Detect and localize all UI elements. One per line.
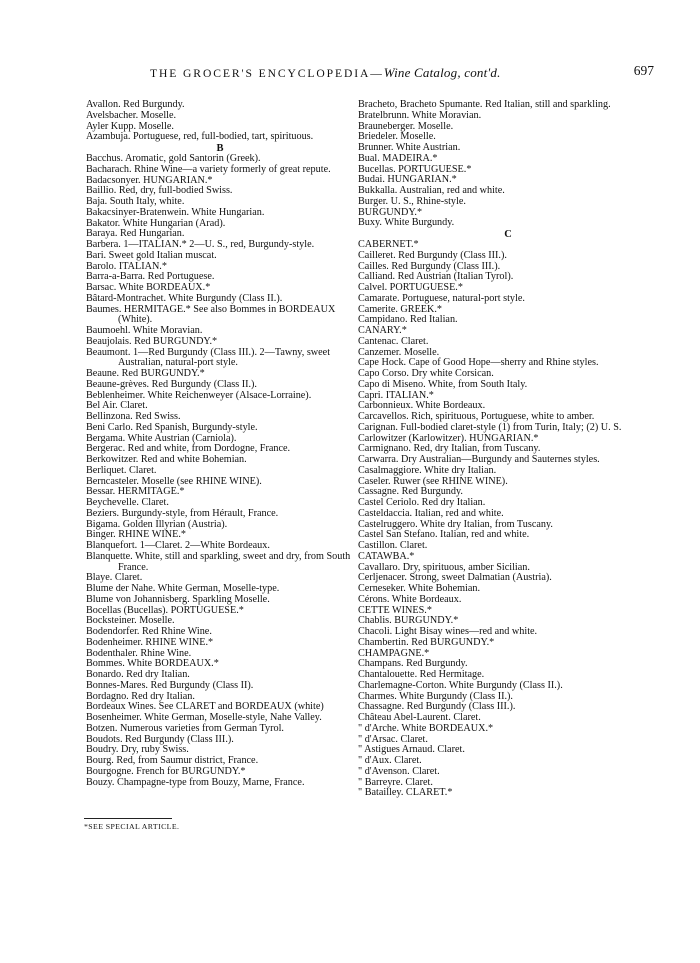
catalog-entry: Bakacsinyer-Bratenwein. White Hungarian. xyxy=(86,206,265,218)
catalog-entry: Bellinzona. Red Swiss. xyxy=(86,411,181,422)
catalog-entry: Caseler. Ruwer (see RHINE WINE). xyxy=(358,475,508,487)
catalog-entry: Cape Hock. Cape of Good Hope—sherry and Rhine styles. xyxy=(358,357,599,369)
catalog-entry: Chablis. BURGUNDY.* xyxy=(358,615,459,627)
catalog-entry: Bordagno. Red dry Italian. xyxy=(86,690,195,702)
catalog-entry: Bergama. White Austrian (Carniola). xyxy=(86,432,237,444)
catalog-entry: Beziers. Burgundy-style, from Hérault, France. xyxy=(86,507,279,519)
catalog-entry: Beaumont. 1—Red Burgundy (Class III.). 2—Tawny, sweet Australian, natural-port style. xyxy=(86,346,331,369)
catalog-entry: Capri. ITALIAN.* xyxy=(358,389,434,401)
running-title xyxy=(150,65,501,81)
catalog-entry: Bourg. Red, from Saumur district, France. xyxy=(86,755,259,766)
catalog-entry: Boudry. Dry, ruby Swiss. xyxy=(86,744,189,756)
catalog-entry: Castelruggero. White dry Italian, from Tuscany. xyxy=(358,518,553,530)
catalog-entry: Barbera. 1—ITALIAN.* 2—U. S., red, Burgundy-style. xyxy=(86,239,315,250)
catalog-entry: Capo di Miseno. White, from South Italy. xyxy=(358,378,528,390)
catalog-entry: Château Abel-Laurent. Claret. xyxy=(358,712,481,723)
catalog-entry: CHAMPAGNE.* xyxy=(358,647,430,659)
catalog-entry: Castel Ceriolo. Red dry Italian. xyxy=(358,497,486,508)
catalog-entry: Baja. South Italy, white. xyxy=(86,196,185,207)
section-letter: B xyxy=(216,143,224,154)
catalog-entry: Budai. HUNGARIAN.* xyxy=(358,174,457,186)
catalog-entry: Bocellas (Bucellas). PORTUGUESE.* xyxy=(86,604,244,616)
page-number: 697 xyxy=(633,63,654,78)
footnote: *SEE SPECIAL ARTICLE. xyxy=(84,822,180,831)
catalog-entry: Bacchus. Aromatic, gold Santorin (Greek). xyxy=(86,153,261,164)
catalog-entry: Champans. Red Burgundy. xyxy=(358,658,468,670)
catalog-entry: Bel Air. Claret. xyxy=(86,400,148,412)
catalog-entry: Bracheto, Bracheto Spumante. Red Italian, still and sparkling. xyxy=(358,99,611,110)
catalog-entry: Bommes. White BORDEAUX.* xyxy=(86,658,219,670)
catalog-entry: Bonardo. Red dry Italian. xyxy=(86,669,190,680)
catalog-entry: Bosenheimer. White German, Moselle-style, Nahe Valley. xyxy=(86,712,322,723)
catalog-entry: Casalmaggiore. White dry Italian. xyxy=(358,464,497,476)
catalog-entry: Cerljenacer. Strong, sweet Dalmatian (Austria). xyxy=(358,572,552,584)
catalog-entry: Camerite. GREEK.* xyxy=(358,303,443,315)
catalog-entry: Bratelbrunn. White Moravian. xyxy=(358,109,482,121)
catalog-entry: Berliquet. Claret. xyxy=(86,464,157,476)
catalog-entry: Bourgogne. French for BURGUNDY.* xyxy=(86,765,246,777)
catalog-entry: Bodenthaler. Rhine Wine. xyxy=(86,647,192,659)
catalog-entry: Blanquette. White, still and sparkling, sweet and dry, from South France. xyxy=(86,550,351,573)
catalog-entry: Berkowitzer. Red and white Bohemian. xyxy=(86,454,247,465)
catalog-entry: Binger. RHINE WINE.* xyxy=(86,529,186,541)
catalog-entry: Bucellas. PORTUGUESE.* xyxy=(358,163,472,175)
catalog-entry: Baraya. Red Hungarian. xyxy=(86,228,185,240)
catalog-entry: " Astigues Arnaud. Claret. xyxy=(358,744,465,756)
catalog-entry: Briedeler. Moselle. xyxy=(358,131,436,143)
catalog-entry: " d'Arsac. Claret. xyxy=(358,733,428,745)
catalog-entry: Bigama. Golden Illyrian (Austria). xyxy=(86,518,228,530)
catalog-entry: Blaye. Claret. xyxy=(86,572,143,584)
catalog-entry: Barolo. ITALIAN.* xyxy=(86,260,167,272)
catalog-entry: Cailleret. Red Burgundy (Class III.). xyxy=(358,249,507,261)
catalog-entry: Bonnes-Mares. Red Burgundy (Class II). xyxy=(86,679,254,691)
catalog-entry: Chacoli. Light Bisay wines—red and white. xyxy=(358,626,538,637)
catalog-entry: Avallon. Red Burgundy. xyxy=(86,99,185,110)
catalog-entry: CETTE WINES.* xyxy=(358,604,432,616)
catalog-entry: Badacsonyer. HUNGARIAN.* xyxy=(86,174,213,186)
catalog-entry: Cerneseker. White Bohemian. xyxy=(358,583,481,594)
catalog-entry: Ayler Kupp. Moselle. xyxy=(86,120,174,132)
catalog-entry: Cailles. Red Burgundy (Class III.). xyxy=(358,260,501,272)
right-column xyxy=(358,100,658,799)
catalog-entry: Bergerac. Red and white, from Dordogne, France. xyxy=(86,443,291,455)
catalog-entry: " d'Avenson. Claret. xyxy=(358,765,440,777)
left-column xyxy=(86,100,354,788)
catalog-entry: Canzemer. Moselle. xyxy=(358,346,440,358)
catalog-entry: Botzen. Numerous varieties from German Tyrol. xyxy=(86,722,284,734)
catalog-entry: Bari. Sweet gold Italian muscat. xyxy=(86,249,217,261)
catalog-entry: CANARY.* xyxy=(358,325,407,336)
catalog-entry: Charmes. White Burgundy (Class II.). xyxy=(358,690,513,702)
section-letter: C xyxy=(504,229,512,240)
catalog-entry: Cérons. White Bordeaux. xyxy=(358,593,462,605)
catalog-entry: Cavallaro. Dry, spirituous, amber Sicilian. xyxy=(358,561,530,573)
catalog-entry: Azambuja. Portuguese, red, full-bodied, tart, spirituous. xyxy=(86,131,314,143)
catalog-entry: Bessar. HERMITAGE.* xyxy=(86,486,185,498)
catalog-entry: Castillon. Claret. xyxy=(358,540,428,551)
catalog-entry: Chambertin. Red BURGUNDY.* xyxy=(358,636,495,648)
catalog-entry: Bordeaux Wines. See CLARET and BORDEAUX (white) xyxy=(86,701,324,713)
catalog-entry: Carcavellos. Rich, spirituous, Portuguese, white to amber. xyxy=(358,411,595,422)
catalog-entry: Cassagne. Red Burgundy. xyxy=(358,486,463,498)
catalog-entry: Blume der Nahe. White German, Moselle-type. xyxy=(86,583,280,594)
catalog-entry: Beaune. Red BURGUNDY.* xyxy=(86,368,205,379)
catalog-entry: Baumes. HERMITAGE.* See also Bommes in BORDEAUX (White). xyxy=(86,303,336,326)
catalog-entry: Beni Carlo. Red Spanish, Burgundy-style. xyxy=(86,421,258,433)
catalog-entry: Calvel. PORTUGUESE.* xyxy=(358,282,463,293)
catalog-entry: Baumoehl. White Moravian. xyxy=(86,325,203,336)
catalog-entry: Charlemagne-Corton. White Burgundy (Class II.). xyxy=(358,679,563,691)
catalog-entry: Carwarra. Dry Australian—Burgundy and Sauternes styles. xyxy=(358,454,600,465)
catalog-entry: Bodendorfer. Red Rhine Wine. xyxy=(86,626,212,637)
catalog-entry: Boudots. Red Burgundy (Class III.). xyxy=(86,733,234,745)
catalog-entry: Bacharach. Rhine Wine—a variety formerly of great repute. xyxy=(86,163,331,175)
catalog-entry: Blanquefort. 1—Claret. 2—White Bordeaux. xyxy=(86,540,270,551)
catalog-entry: CATAWBA.* xyxy=(358,550,415,562)
catalog-entry: Calliand. Red Austrian (Italian Tyrol). xyxy=(358,271,514,283)
catalog-entry: Bocksteiner. Moselle. xyxy=(86,615,175,627)
catalog-entry: Berncasteler. Moselle (see RHINE WINE). xyxy=(86,475,262,487)
footnote-rule xyxy=(84,818,172,819)
running-subtitle: Wine Catalog, cont'd. xyxy=(383,65,501,80)
catalog-entry: Chantalouette. Red Hermitage. xyxy=(358,669,485,680)
running-header xyxy=(90,63,654,83)
catalog-entry: Camarate. Portuguese, natural-port style. xyxy=(358,292,525,304)
catalog-entry: Castel San Stefano. Italian, red and white. xyxy=(358,529,530,541)
catalog-entry: BURGUNDY.* xyxy=(358,206,423,218)
catalog-entry: Carbonnieux. White Bordeaux. xyxy=(358,400,486,412)
catalog-entry: Carlowitzer (Karlowitzer). HUNGARIAN.* xyxy=(358,432,539,444)
catalog-entry: Campidano. Red Italian. xyxy=(358,314,458,326)
catalog-entry: Bouzy. Champagne-type from Bouzy, Marne, France. xyxy=(86,776,305,788)
catalog-entry: Carignan. Full-bodied claret-style (1) from Turin, Italy; (2) U. S. xyxy=(358,421,622,433)
catalog-entry: Bukkalla. Australian, red and white. xyxy=(358,185,505,196)
catalog-entry: " Barreyre. Claret. xyxy=(358,776,433,788)
catalog-entry: " Batailley. CLARET.* xyxy=(358,787,453,799)
catalog-entry: Beblenheimer. White Reichenweyer (Alsace-Lorraine). xyxy=(86,389,312,401)
catalog-entry: Bakator. White Hungarian (Arad). xyxy=(86,217,226,229)
running-title-text: THE GROCER'S ENCYCLOPEDIA— xyxy=(150,67,384,80)
catalog-entry: Barra-a-Barra. Red Portuguese. xyxy=(86,271,215,283)
catalog-entry: Bâtard-Montrachet. White Burgundy (Class II.). xyxy=(86,292,283,304)
catalog-entry: Cantenac. Claret. xyxy=(358,335,429,347)
catalog-entry: Brauneberger. Moselle. xyxy=(358,120,454,132)
catalog-entry: Avelsbacher. Moselle. xyxy=(86,109,177,121)
catalog-entry: CABERNET.* xyxy=(358,239,419,250)
catalog-entry: Beaune-grèves. Red Burgundy (Class II.). xyxy=(86,378,257,390)
catalog-entry: Bual. MADEIRA.* xyxy=(358,152,438,164)
catalog-entry: Buxy. White Burgundy. xyxy=(358,217,455,229)
catalog-entry: Chassagne. Red Burgundy (Class III.). xyxy=(358,701,516,713)
catalog-entry: Capo Corso. Dry white Corsican. xyxy=(358,368,494,379)
catalog-entry: Casteldaccia. Italian, red and white. xyxy=(358,507,504,519)
catalog-entry: " d'Arche. White BORDEAUX.* xyxy=(358,722,494,734)
catalog-entry: Carmignano. Red, dry Italian, from Tuscany. xyxy=(358,443,541,455)
catalog-entry: Burger. U. S., Rhine-style. xyxy=(358,195,466,207)
catalog-entry: Blume von Johannisberg. Sparkling Moselle. xyxy=(86,593,270,605)
catalog-entry: Beychevelle. Claret. xyxy=(86,497,169,508)
catalog-entry: Barsac. White BORDEAUX.* xyxy=(86,282,211,293)
catalog-entry: Brunner. White Austrian. xyxy=(358,142,461,153)
catalog-entry: Bodenheimer. RHINE WINE.* xyxy=(86,636,214,648)
catalog-entry: Baillio. Red, dry, full-bodied Swiss. xyxy=(86,185,233,197)
catalog-entry: " d'Aux. Claret. xyxy=(358,755,422,766)
catalog-entry: Beaujolais. Red BURGUNDY.* xyxy=(86,335,218,347)
